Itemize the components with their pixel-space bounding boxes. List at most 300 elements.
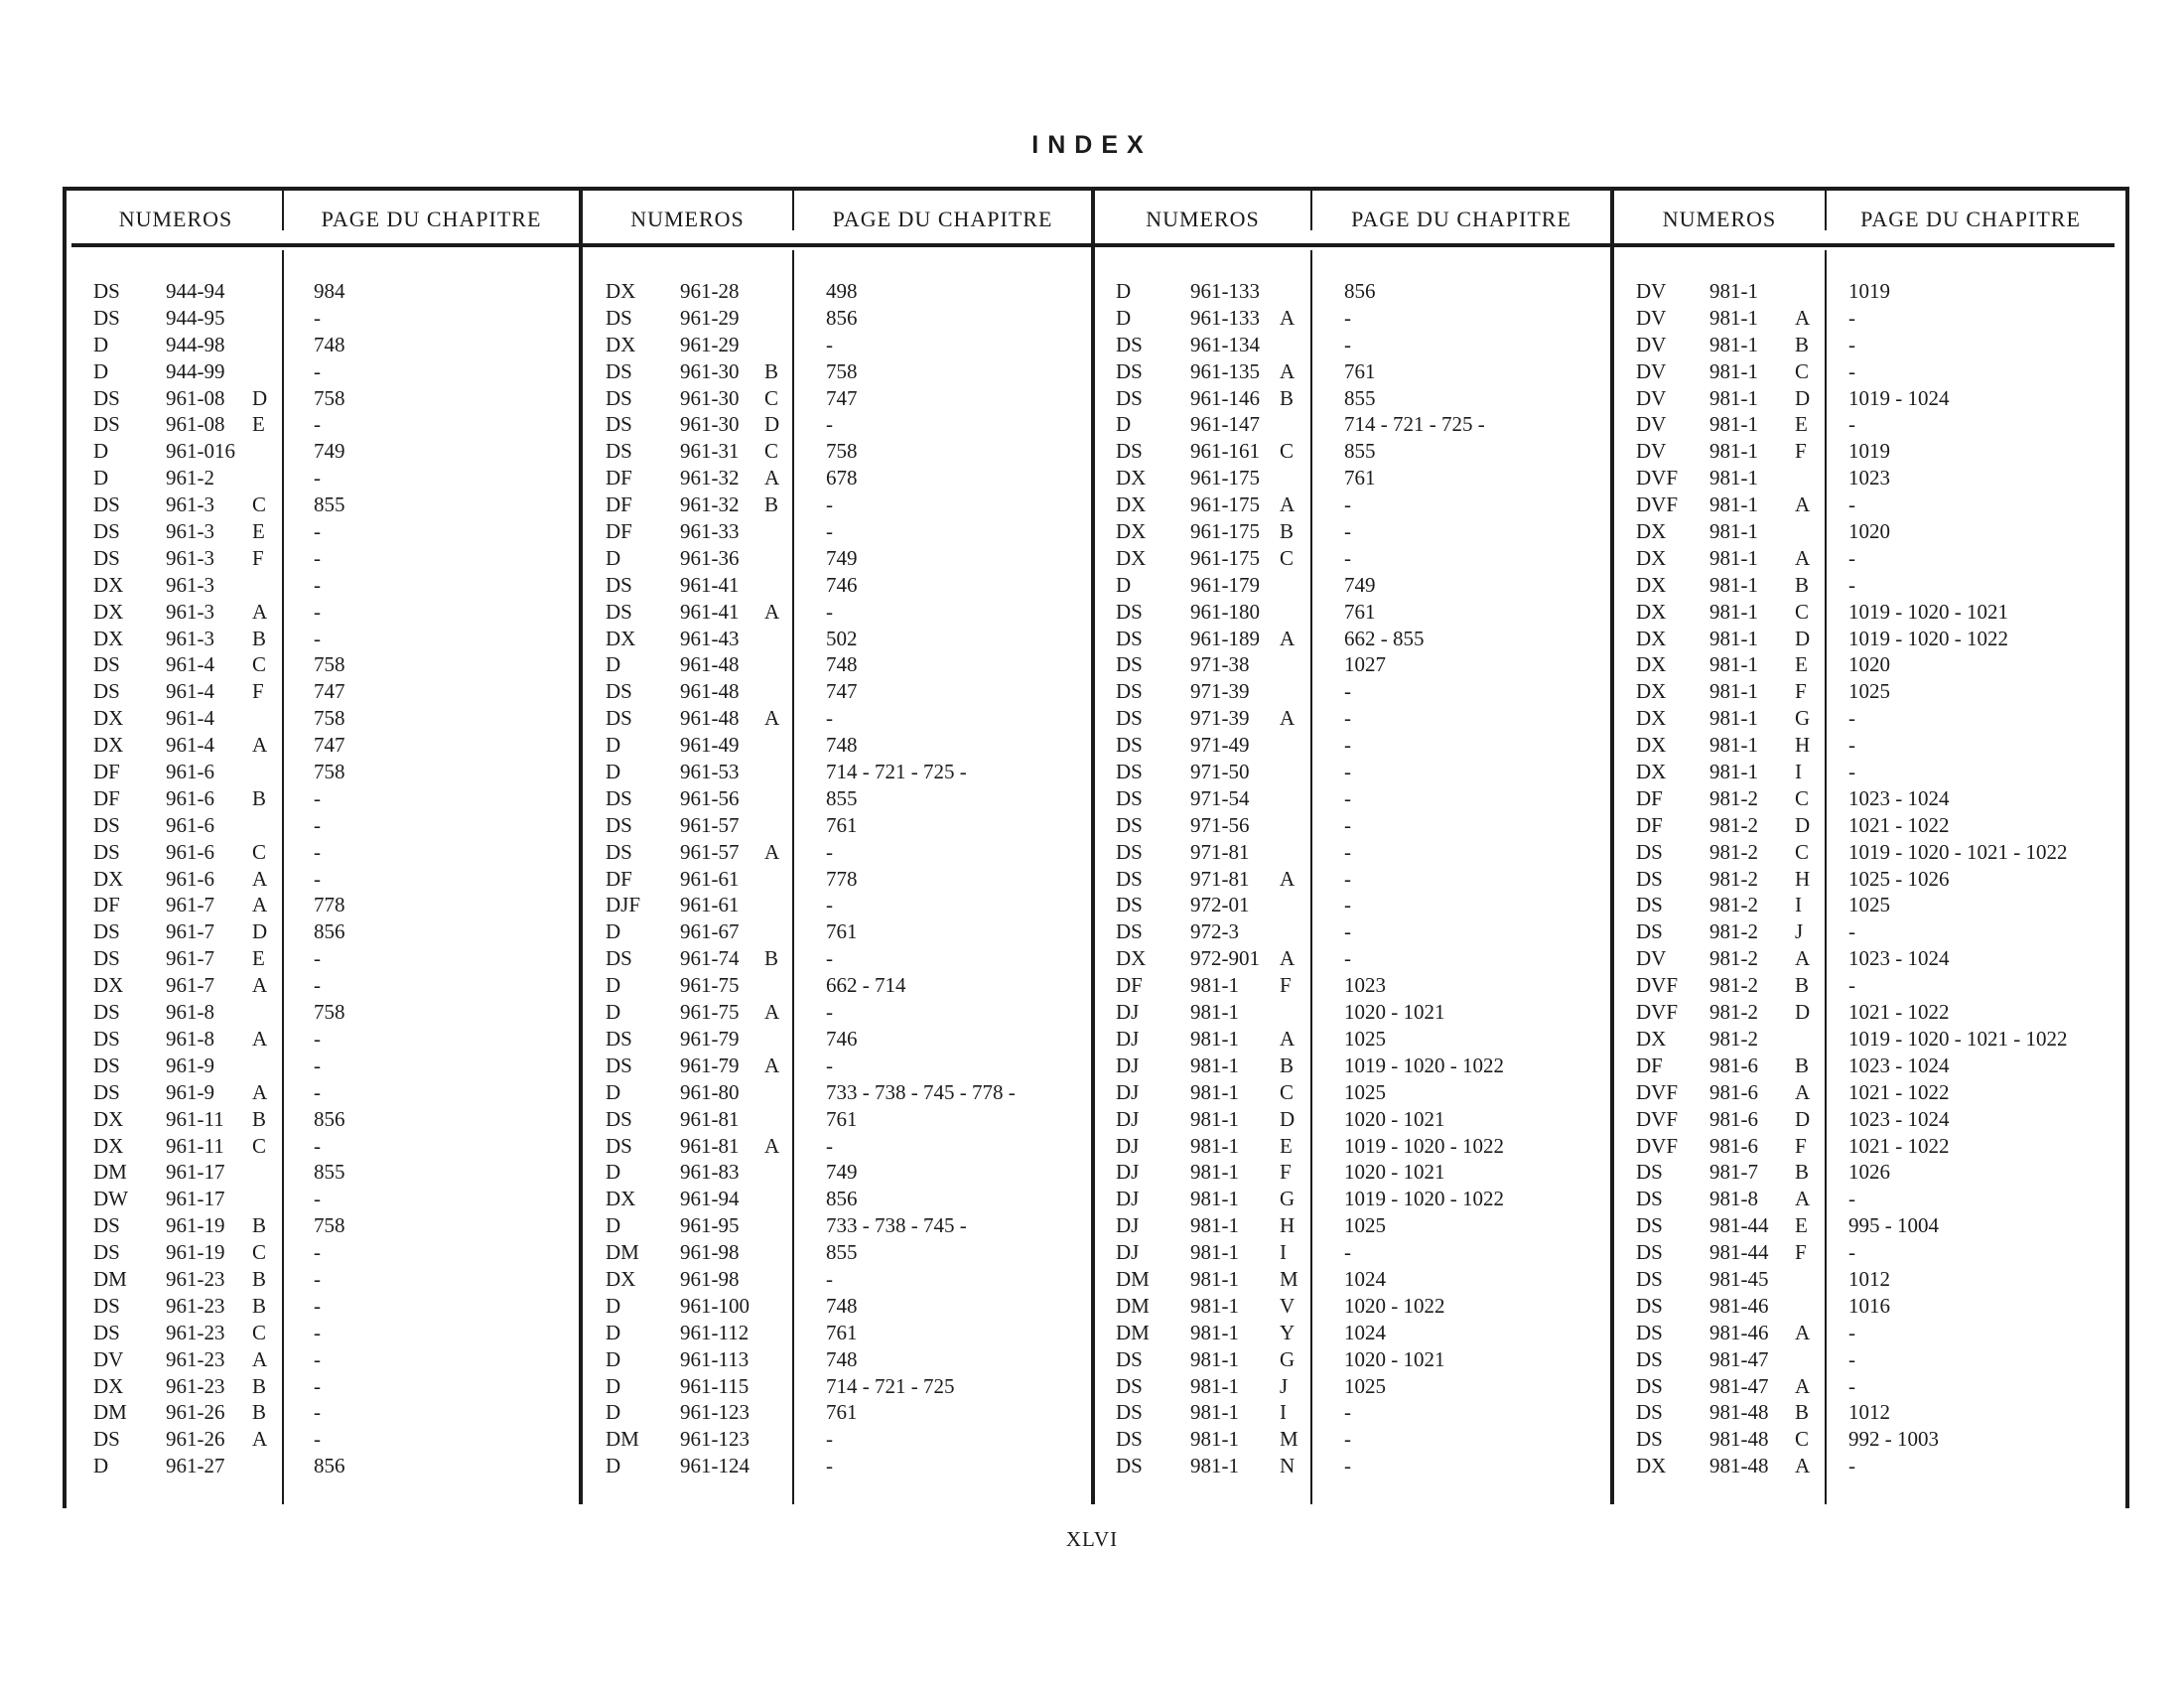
chapter-page: - <box>826 1053 833 1077</box>
part-number: 981-48 <box>1709 1427 1769 1452</box>
chapter-page: - <box>314 545 321 570</box>
suffix-letter: A <box>764 466 780 491</box>
part-number: 981-1 <box>1190 1000 1239 1025</box>
part-number: 944-98 <box>166 332 225 356</box>
series-prefix: DVF <box>1636 1000 1679 1025</box>
chapter-page: - <box>314 358 321 383</box>
suffix-letter: V <box>1280 1293 1296 1318</box>
part-number: 981-1 <box>1190 1053 1239 1077</box>
part-number: 961-26 <box>166 1427 225 1452</box>
chapter-page: 855 <box>826 1240 858 1265</box>
chapter-page: 1019 - 1020 - 1022 <box>1848 626 2008 650</box>
part-number: 981-1 <box>1190 1266 1239 1291</box>
index-row <box>93 1266 578 1293</box>
index-row <box>93 678 578 705</box>
part-number: 961-124 <box>680 1454 750 1478</box>
suffix-letter: B <box>1280 385 1295 410</box>
chapter-page: 1020 - 1021 <box>1344 1160 1445 1185</box>
index-row <box>93 972 578 999</box>
chapter-page: - <box>1848 358 1855 383</box>
chapter-page: 1019 - 1020 - 1021 - 1022 <box>1848 839 2068 864</box>
part-number: 961-08 <box>166 385 225 410</box>
index-row <box>1116 1133 1609 1160</box>
series-prefix: DS <box>93 279 120 303</box>
part-number: 981-1 <box>1709 492 1758 517</box>
index-row <box>1116 1079 1609 1106</box>
series-prefix: DV <box>93 1346 124 1371</box>
index-row <box>93 759 578 785</box>
index-row <box>606 1212 1090 1239</box>
chapter-page: - <box>1344 839 1351 864</box>
index-row <box>1636 1399 2113 1426</box>
chapter-page: 1025 <box>1344 1079 1386 1104</box>
series-prefix: DV <box>1636 946 1667 971</box>
index-row <box>1636 892 2113 918</box>
series-prefix: DS <box>1636 866 1663 891</box>
index-row <box>606 1133 1090 1160</box>
part-number: 961-4 <box>166 733 214 758</box>
suffix-letter: A <box>1795 1373 1811 1398</box>
series-prefix: D <box>1116 305 1132 330</box>
part-number: 981-1 <box>1190 1133 1239 1158</box>
index-row <box>93 1320 578 1346</box>
series-prefix: DS <box>1636 1160 1663 1185</box>
part-number: 961-133 <box>1190 279 1260 303</box>
index-row <box>1116 465 1609 492</box>
index-row <box>606 918 1090 945</box>
series-prefix: DS <box>1636 1213 1663 1238</box>
part-number: 961-112 <box>680 1320 750 1344</box>
series-prefix: DS <box>1116 919 1143 944</box>
index-row <box>93 1079 578 1106</box>
index-row <box>1636 411 2113 438</box>
chapter-page: 758 <box>826 358 858 383</box>
chapter-page: - <box>314 466 321 491</box>
suffix-letter: E <box>1795 652 1808 677</box>
chapter-page: - <box>1848 1187 1855 1211</box>
chapter-page: 714 - 721 - 725 - <box>1344 412 1485 437</box>
series-prefix: DX <box>93 599 124 624</box>
part-number: 981-7 <box>1709 1160 1758 1185</box>
part-number: 961-2 <box>166 466 214 491</box>
series-prefix: DX <box>1636 1026 1667 1051</box>
part-number: 961-19 <box>166 1240 225 1265</box>
part-number: 961-3 <box>166 545 214 570</box>
part-number: 981-2 <box>1709 973 1758 998</box>
part-number: 961-147 <box>1190 412 1260 437</box>
part-number: 981-1 <box>1709 279 1758 303</box>
chapter-page: - <box>314 812 321 837</box>
suffix-letter: A <box>1795 1454 1811 1478</box>
chapter-page: - <box>826 492 833 517</box>
part-number: 961-6 <box>166 866 214 891</box>
part-number: 981-1 <box>1709 706 1758 731</box>
index-row <box>1636 305 2113 332</box>
part-number: 961-6 <box>166 760 214 784</box>
chapter-page: - <box>314 1240 321 1265</box>
series-prefix: DS <box>93 812 120 837</box>
chapter-page: - <box>826 839 833 864</box>
chapter-page: 1023 <box>1344 973 1386 998</box>
series-prefix: DS <box>93 492 120 517</box>
index-row <box>93 839 578 866</box>
index-row <box>606 1426 1090 1453</box>
index-row <box>1636 1026 2113 1053</box>
part-number: 981-1 <box>1709 412 1758 437</box>
part-number: 981-1 <box>1190 1213 1239 1238</box>
index-row <box>606 1106 1090 1133</box>
part-number: 981-1 <box>1709 439 1758 464</box>
index-row <box>1636 1320 2113 1346</box>
series-prefix: DS <box>93 1240 120 1265</box>
index-row <box>1636 1426 2113 1453</box>
series-prefix: DS <box>1636 1346 1663 1371</box>
suffix-letter: E <box>1795 1213 1808 1238</box>
part-number: 961-23 <box>166 1320 225 1344</box>
index-row <box>93 358 578 385</box>
series-prefix: DM <box>1116 1266 1150 1291</box>
series-prefix: D <box>1116 412 1132 437</box>
index-row <box>93 572 578 599</box>
series-prefix: DVF <box>1636 492 1679 517</box>
series-prefix: DS <box>1636 893 1663 917</box>
chapter-page: - <box>314 839 321 864</box>
part-number: 961-3 <box>166 492 214 517</box>
series-prefix: DVF <box>1636 973 1679 998</box>
series-prefix: DX <box>1116 946 1147 971</box>
part-number: 981-2 <box>1709 866 1758 891</box>
index-row <box>606 785 1090 812</box>
part-number: 961-26 <box>166 1400 225 1425</box>
series-prefix: DS <box>606 305 632 330</box>
part-number: 961-6 <box>166 839 214 864</box>
series-prefix: DVF <box>1636 1133 1679 1158</box>
series-prefix: DS <box>606 785 632 810</box>
header-numeros-1: NUMEROS <box>118 207 233 231</box>
part-number: 981-48 <box>1709 1454 1769 1478</box>
chapter-page: - <box>314 866 321 891</box>
part-number: 961-41 <box>680 599 740 624</box>
header-page-4: PAGE DU CHAPITRE <box>1860 207 2081 231</box>
chapter-page: - <box>1344 812 1351 837</box>
chapter-page: - <box>1848 760 1855 784</box>
series-prefix: DS <box>1116 358 1143 383</box>
index-row <box>606 999 1090 1026</box>
series-prefix: DS <box>1116 1346 1143 1371</box>
chapter-page: - <box>1848 1320 1855 1344</box>
part-number: 981-2 <box>1709 893 1758 917</box>
series-prefix: D <box>93 358 109 383</box>
chapter-page: - <box>314 1079 321 1104</box>
index-row <box>1116 305 1609 332</box>
series-prefix: DS <box>606 1053 632 1077</box>
header-numeros-3: NUMEROS <box>1146 207 1260 231</box>
series-prefix: DS <box>606 1026 632 1051</box>
chapter-page: - <box>314 626 321 650</box>
part-number: 961-32 <box>680 492 740 517</box>
suffix-letter: B <box>252 1373 267 1398</box>
suffix-letter: G <box>1280 1187 1296 1211</box>
suffix-letter: B <box>1280 1053 1295 1077</box>
suffix-letter: D <box>1795 812 1811 837</box>
series-prefix: DX <box>1636 652 1667 677</box>
series-prefix: DX <box>93 1133 124 1158</box>
suffix-letter: A <box>1280 866 1296 891</box>
part-number: 971-49 <box>1190 733 1250 758</box>
series-prefix: DS <box>1636 1427 1663 1452</box>
index-row <box>1636 732 2113 759</box>
chapter-page: 1019 <box>1848 279 1890 303</box>
chapter-page: 855 <box>1344 385 1376 410</box>
index-row <box>606 518 1090 545</box>
index-row <box>93 1186 578 1212</box>
index-row <box>93 1426 578 1453</box>
series-prefix: D <box>606 919 621 944</box>
suffix-letter: J <box>1280 1373 1289 1398</box>
index-row <box>1116 358 1609 385</box>
series-prefix: DS <box>93 1026 120 1051</box>
chapter-page: 1023 - 1024 <box>1848 1106 1950 1131</box>
series-prefix: DS <box>93 305 120 330</box>
chapter-page: 1020 <box>1848 519 1890 544</box>
index-row <box>1116 866 1609 893</box>
series-prefix: D <box>93 1454 109 1478</box>
chapter-page: 1021 - 1022 <box>1848 1000 1950 1025</box>
series-prefix: DJ <box>1116 1240 1140 1265</box>
divider-1 <box>579 191 583 1504</box>
part-number: 981-1 <box>1709 545 1758 570</box>
suffix-letter: B <box>252 1266 267 1291</box>
index-row <box>93 732 578 759</box>
index-row <box>93 651 578 678</box>
chapter-page: - <box>1848 1454 1855 1478</box>
index-row <box>606 732 1090 759</box>
chapter-page: - <box>1344 545 1351 570</box>
chapter-page: 749 <box>314 439 345 464</box>
part-number: 981-1 <box>1190 1346 1239 1371</box>
suffix-letter: A <box>1795 545 1811 570</box>
chapter-page: 749 <box>826 545 858 570</box>
chapter-page: - <box>314 1293 321 1318</box>
series-prefix: DS <box>1116 1373 1143 1398</box>
part-number: 961-23 <box>166 1346 225 1371</box>
part-number: 981-1 <box>1709 679 1758 704</box>
series-prefix: DM <box>1116 1320 1150 1344</box>
series-prefix: DM <box>93 1266 127 1291</box>
part-number: 961-80 <box>680 1079 740 1104</box>
index-row <box>1116 651 1609 678</box>
series-prefix: DS <box>606 679 632 704</box>
series-prefix: D <box>606 760 621 784</box>
series-prefix: D <box>93 332 109 356</box>
suffix-letter: D <box>1795 626 1811 650</box>
chapter-page: 856 <box>314 1454 345 1478</box>
series-prefix: DJ <box>1116 1026 1140 1051</box>
suffix-letter: F <box>252 679 264 704</box>
suffix-letter: C <box>1795 1427 1810 1452</box>
index-row <box>1116 1159 1609 1186</box>
part-number: 981-1 <box>1709 599 1758 624</box>
suffix-letter: D <box>1795 1106 1811 1131</box>
series-prefix: D <box>606 1213 621 1238</box>
part-number: 981-1 <box>1709 358 1758 383</box>
part-number: 961-17 <box>166 1187 225 1211</box>
index-row <box>1636 1239 2113 1266</box>
divider-3 <box>1610 191 1614 1504</box>
suffix-letter: B <box>1795 1400 1810 1425</box>
index-row <box>93 1346 578 1373</box>
part-number: 961-134 <box>1190 332 1260 356</box>
chapter-page: 1020 - 1021 <box>1344 1000 1445 1025</box>
suffix-letter: A <box>1280 492 1296 517</box>
chapter-page: 1021 - 1022 <box>1848 1079 1950 1104</box>
chapter-page: - <box>1848 545 1855 570</box>
part-number: 972-901 <box>1190 946 1260 971</box>
series-prefix: DX <box>606 626 636 650</box>
series-prefix: DX <box>1636 1454 1667 1478</box>
index-row <box>606 358 1090 385</box>
suffix-letter: B <box>1795 1053 1810 1077</box>
series-prefix: DX <box>606 1266 636 1291</box>
index-row <box>1636 572 2113 599</box>
chapter-page: - <box>1848 572 1855 597</box>
index-row <box>1116 1426 1609 1453</box>
series-prefix: DF <box>93 893 120 917</box>
index-row <box>1636 839 2113 866</box>
chapter-page: 1025 <box>1848 893 1890 917</box>
part-number: 971-54 <box>1190 785 1250 810</box>
chapter-page: 758 <box>314 1213 345 1238</box>
header-numeros-2: NUMEROS <box>630 207 745 231</box>
suffix-letter: B <box>1795 572 1810 597</box>
series-prefix: D <box>1116 279 1132 303</box>
index-row <box>1116 518 1609 545</box>
series-prefix: DS <box>93 946 120 971</box>
suffix-letter: A <box>764 839 780 864</box>
series-prefix: DJF <box>606 893 641 917</box>
suffix-letter: B <box>1280 519 1295 544</box>
chapter-page: 748 <box>826 652 858 677</box>
index-row <box>1636 812 2113 839</box>
suffix-letter: N <box>1280 1454 1296 1478</box>
chapter-page: - <box>1848 1240 1855 1265</box>
index-row <box>93 438 578 465</box>
index-row <box>1116 1106 1609 1133</box>
index-row <box>93 332 578 358</box>
chapter-page: 747 <box>314 733 345 758</box>
chapter-page: - <box>314 572 321 597</box>
chapter-page: - <box>826 706 833 731</box>
series-prefix: DS <box>93 1293 120 1318</box>
index-row <box>1116 839 1609 866</box>
chapter-page: 1025 <box>1848 679 1890 704</box>
series-prefix: DS <box>1636 1266 1663 1291</box>
part-number: 961-113 <box>680 1346 750 1371</box>
part-number: 961-23 <box>166 1373 225 1398</box>
series-prefix: DS <box>1116 1427 1143 1452</box>
chapter-page: 1024 <box>1344 1320 1386 1344</box>
series-prefix: DF <box>93 785 120 810</box>
chapter-page: 1020 <box>1848 652 1890 677</box>
suffix-letter: A <box>1795 1320 1811 1344</box>
series-prefix: DM <box>93 1400 127 1425</box>
chapter-page: 855 <box>314 492 345 517</box>
suffix-letter: C <box>1795 839 1810 864</box>
chapter-page: - <box>826 1133 833 1158</box>
chapter-page: 856 <box>1344 279 1376 303</box>
part-number: 961-98 <box>680 1240 740 1265</box>
index-row <box>1636 278 2113 305</box>
part-number: 961-3 <box>166 572 214 597</box>
part-number: 961-30 <box>680 358 740 383</box>
index-row <box>606 332 1090 358</box>
series-prefix: DF <box>1636 1053 1663 1077</box>
part-number: 961-6 <box>166 785 214 810</box>
chapter-page: 1024 <box>1344 1266 1386 1291</box>
part-number: 961-189 <box>1190 626 1260 650</box>
part-number: 981-1 <box>1709 466 1758 491</box>
part-number: 961-79 <box>680 1026 740 1051</box>
series-prefix: DS <box>606 946 632 971</box>
series-prefix: DJ <box>1116 1187 1140 1211</box>
chapter-page: 1025 <box>1344 1026 1386 1051</box>
series-prefix: DS <box>1636 1293 1663 1318</box>
series-prefix: DW <box>93 1187 128 1211</box>
index-row <box>1636 545 2113 572</box>
suffix-letter: B <box>1795 332 1810 356</box>
chapter-page: - <box>1848 412 1855 437</box>
series-prefix: DJ <box>1116 1160 1140 1185</box>
part-number: 981-1 <box>1190 1400 1239 1425</box>
index-row <box>606 1293 1090 1320</box>
part-number: 961-61 <box>680 893 740 917</box>
series-prefix: DF <box>606 866 632 891</box>
suffix-letter: A <box>252 733 268 758</box>
part-number: 961-175 <box>1190 466 1260 491</box>
index-row <box>93 1026 578 1053</box>
index-row <box>606 1399 1090 1426</box>
suffix-letter: D <box>1280 1106 1296 1131</box>
index-row <box>1636 385 2113 412</box>
index-row <box>1116 972 1609 999</box>
series-prefix: DVF <box>1636 466 1679 491</box>
index-row <box>93 518 578 545</box>
index-row <box>93 945 578 972</box>
part-number: 961-123 <box>680 1427 750 1452</box>
series-prefix: D <box>606 1373 621 1398</box>
index-row <box>1636 1053 2113 1079</box>
chapter-page: 1019 <box>1848 439 1890 464</box>
chapter-page: - <box>1344 706 1351 731</box>
suffix-letter: I <box>1795 893 1802 917</box>
part-number: 961-123 <box>680 1400 750 1425</box>
index-row <box>93 705 578 732</box>
chapter-page: 1019 - 1020 - 1022 <box>1344 1187 1504 1211</box>
series-prefix: DS <box>606 812 632 837</box>
index-column-1 <box>93 278 578 1479</box>
suffix-letter: E <box>1795 412 1808 437</box>
suffix-letter: B <box>1795 1160 1810 1185</box>
part-number: 981-1 <box>1190 1160 1239 1185</box>
part-number: 961-175 <box>1190 492 1260 517</box>
chapter-page: 1025 <box>1344 1373 1386 1398</box>
series-prefix: DV <box>1636 412 1667 437</box>
index-row <box>1636 945 2113 972</box>
divider-2 <box>1091 191 1095 1504</box>
chapter-page: 778 <box>314 893 345 917</box>
chapter-page: 748 <box>826 1293 858 1318</box>
series-prefix: DS <box>93 385 120 410</box>
